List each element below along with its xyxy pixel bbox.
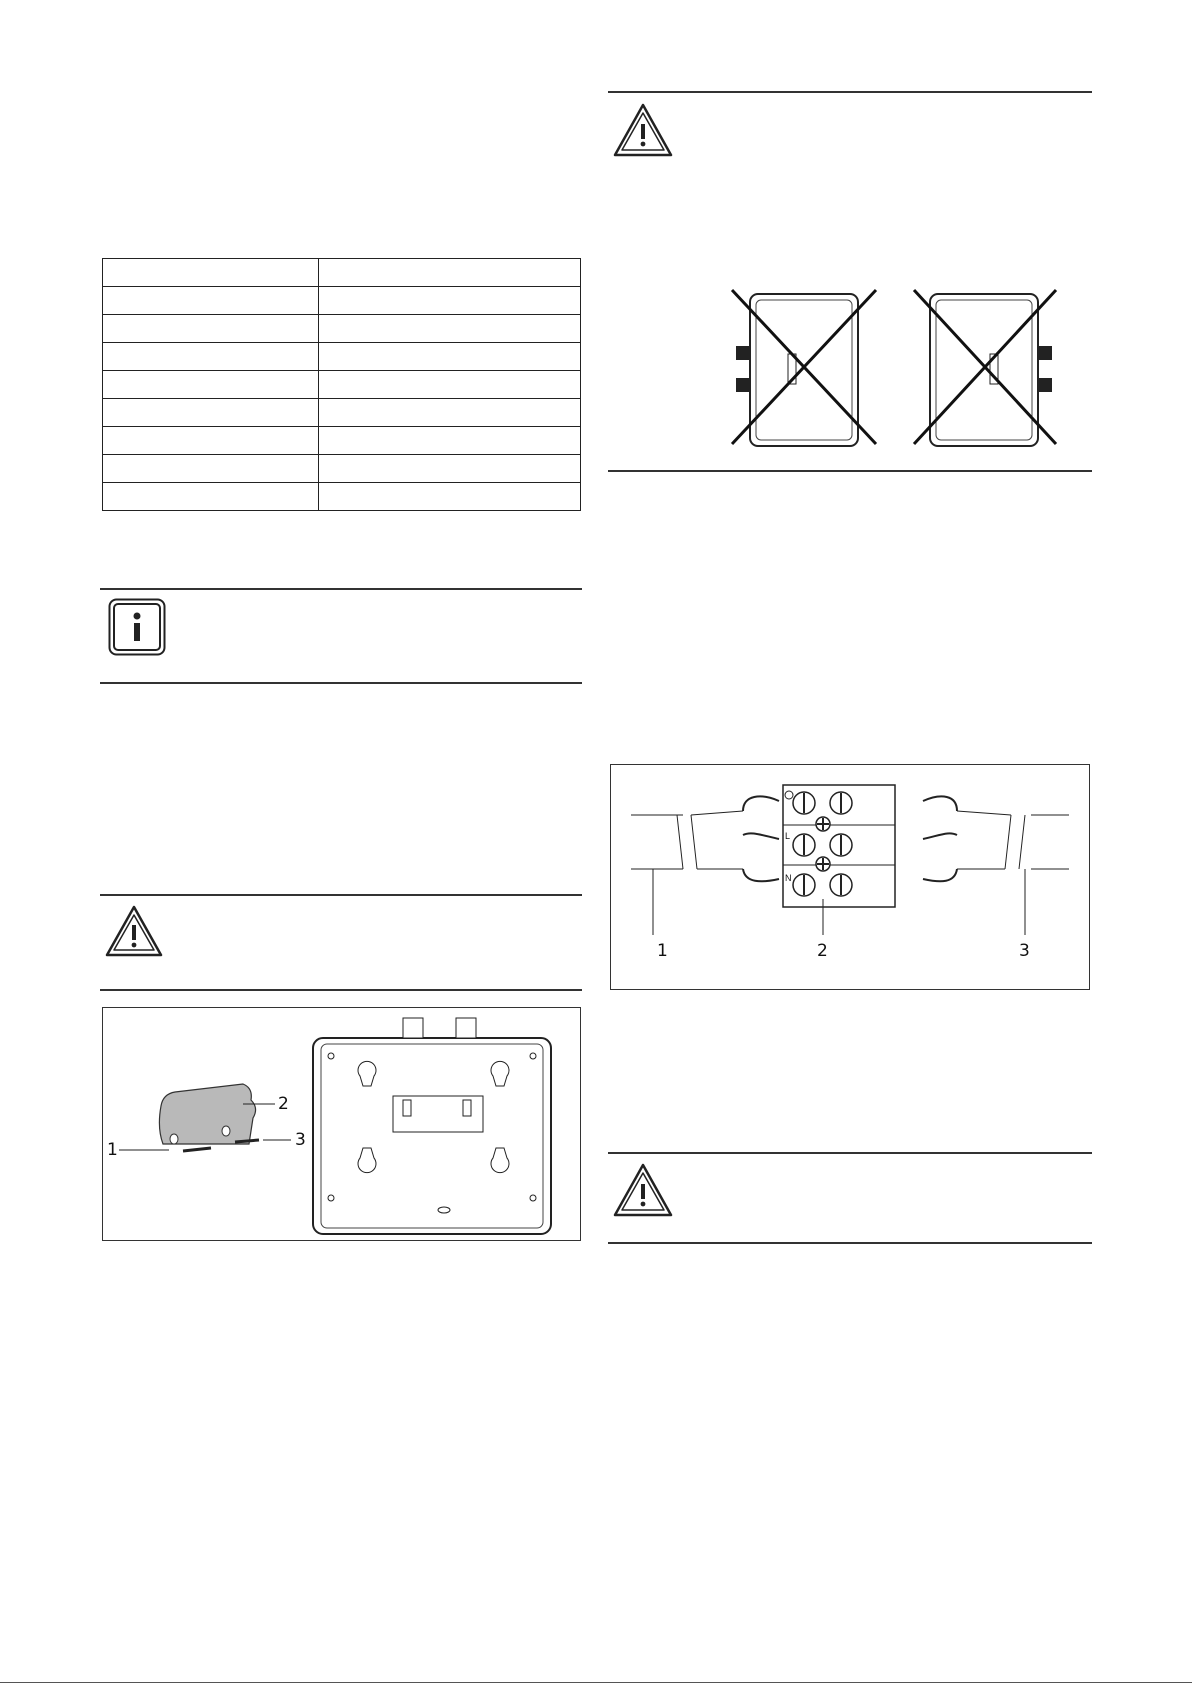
spec-value-cell xyxy=(319,343,581,371)
spec-table-row xyxy=(103,287,581,315)
specification-table xyxy=(102,258,581,511)
warning-box-top-bottom-rule xyxy=(608,470,1092,472)
terminal-mark-l: L xyxy=(785,831,791,841)
terminal-mark-n: N xyxy=(785,873,792,883)
wiring-illustration xyxy=(611,765,1089,989)
spec-table-row xyxy=(103,427,581,455)
info-box-bottom-rule xyxy=(100,682,582,684)
wiring-callout-1: 1 xyxy=(657,941,668,961)
spec-value-cell xyxy=(319,259,581,287)
spec-table-row xyxy=(103,455,581,483)
spec-table-row xyxy=(103,259,581,287)
wiring-callout-3: 3 xyxy=(1019,941,1030,961)
mounting-illustration xyxy=(103,1008,580,1240)
warning-box-top-rule xyxy=(608,91,1092,93)
spec-label-cell xyxy=(103,427,319,455)
mounting-figure xyxy=(102,1007,581,1241)
spec-table-row xyxy=(103,483,581,511)
info-icon xyxy=(108,598,166,656)
spec-table-row xyxy=(103,315,581,343)
wiring-figure xyxy=(610,764,1090,990)
warning-box-bottom-bottom-rule xyxy=(608,1242,1092,1244)
spec-label-cell xyxy=(103,399,319,427)
spec-table-row xyxy=(103,399,581,427)
spec-label-cell xyxy=(103,259,319,287)
spec-table-row xyxy=(103,371,581,399)
warning-triangle-icon xyxy=(612,1162,674,1218)
spec-value-cell xyxy=(319,455,581,483)
spec-table-row xyxy=(103,343,581,371)
mounting-callout-1: 1 xyxy=(107,1140,118,1160)
spec-label-cell xyxy=(103,483,319,511)
spec-label-cell xyxy=(103,343,319,371)
spec-value-cell xyxy=(319,371,581,399)
wiring-callout-2: 2 xyxy=(817,941,828,961)
spec-label-cell xyxy=(103,287,319,315)
warning-box-bottom-top-rule xyxy=(608,1152,1092,1154)
warning-triangle-icon xyxy=(104,904,164,958)
spec-value-cell xyxy=(319,483,581,511)
spec-label-cell xyxy=(103,371,319,399)
spec-value-cell xyxy=(319,427,581,455)
warning-triangle-icon xyxy=(612,102,674,158)
spec-label-cell xyxy=(103,315,319,343)
mounting-callout-3: 3 xyxy=(295,1130,306,1150)
spec-value-cell xyxy=(319,399,581,427)
spec-label-cell xyxy=(103,455,319,483)
mounting-callout-2: 2 xyxy=(278,1094,289,1114)
incorrect-orientation-figure xyxy=(718,288,1058,450)
info-box-top-rule xyxy=(100,588,582,590)
warning-box-left-top-rule xyxy=(100,894,582,896)
spec-value-cell xyxy=(319,315,581,343)
page-bottom-rule xyxy=(0,1682,1192,1683)
warning-box-left-bottom-rule xyxy=(100,989,582,991)
spec-value-cell xyxy=(319,287,581,315)
